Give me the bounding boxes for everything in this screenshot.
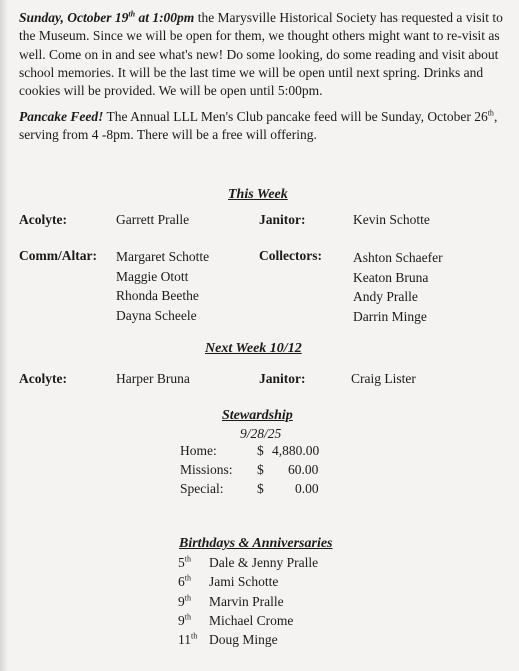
special-currency: $ (257, 481, 264, 496)
list-item: Maggie Otott (116, 268, 189, 284)
missions-amount: 60.00 (288, 462, 319, 477)
list-item: Margaret Schotte (116, 249, 210, 264)
missions-currency: $ (257, 462, 264, 477)
list-item: Ashton Schaefer (353, 250, 443, 265)
next-janitor-label: Janitor: (259, 371, 306, 386)
announcement-lead: Sunday, October 19th at 1:00pm (19, 9, 195, 25)
page-edge-shadow (0, 0, 8, 671)
comm-altar-list (116, 247, 209, 325)
list-item: 9th Marvin Pralle (178, 593, 284, 609)
next-janitor-name: Craig Lister (351, 371, 416, 386)
list-item: Dayna Scheele (116, 307, 197, 323)
stewardship-heading: Stewardship (222, 408, 293, 423)
announcement-body: the Marysville Historical Society has requested a visit to the Museum. Since we will be open for them, we thought others might want to re-visit as well. Come on in and see what's new! Do some looking, do some reading and visit about school memories. It will be the last time we will be open until next spring. Drinks and cookies will be provided. We will be open until 5:00pm. (19, 10, 503, 99)
collectors-list (353, 248, 443, 326)
birthdays-heading: Birthdays & Anniversaries (179, 536, 333, 551)
next-acolyte-name: Harper Bruna (116, 371, 190, 386)
missions-label: Missions: (180, 462, 233, 477)
special-amount: 0.00 (295, 481, 319, 496)
janitor-name: Kevin Schotte (353, 212, 430, 227)
next-week-heading: Next Week 10/12 (205, 341, 302, 356)
next-acolyte-label: Acolyte: (19, 371, 67, 386)
museum-announcement (19, 9, 511, 100)
list-item: Rhonda Beethe (116, 288, 199, 303)
list-item: 6th Jami Schotte (178, 573, 279, 590)
pancake-announcement: Pancake Feed! The Annual LLL Men's Club pancake feed will be Sunday, October 26th, serving from 4 -8pm. There will be a free will offering. (19, 108, 498, 143)
this-week-heading: This Week (228, 187, 288, 202)
special-label: Special: (180, 481, 224, 496)
collectors-label: Collectors: (259, 248, 322, 263)
home-amount: 4,880.00 (272, 443, 320, 458)
comm-altar-label: Comm/Altar: (19, 248, 97, 263)
pancake-lead: Pancake Feed! (19, 109, 104, 124)
stewardship-date: 9/28/25 (240, 426, 282, 441)
list-item: 11th Doug Minge (178, 631, 278, 648)
list-item: 9th Michael Crome (178, 612, 294, 628)
acolyte-name: Garrett Pralle (116, 212, 190, 227)
birthdays-list (178, 553, 318, 649)
list-item: Keaton Bruna (353, 269, 429, 285)
list-item: Darrin Minge (353, 308, 427, 324)
list-item: Andy Pralle (353, 289, 418, 304)
home-label: Home: (180, 443, 217, 458)
home-currency: $ (257, 443, 264, 458)
list-item: 5th Dale & Jenny Pralle (178, 554, 319, 570)
acolyte-label: Acolyte: (19, 212, 67, 227)
janitor-label: Janitor: (259, 212, 306, 227)
